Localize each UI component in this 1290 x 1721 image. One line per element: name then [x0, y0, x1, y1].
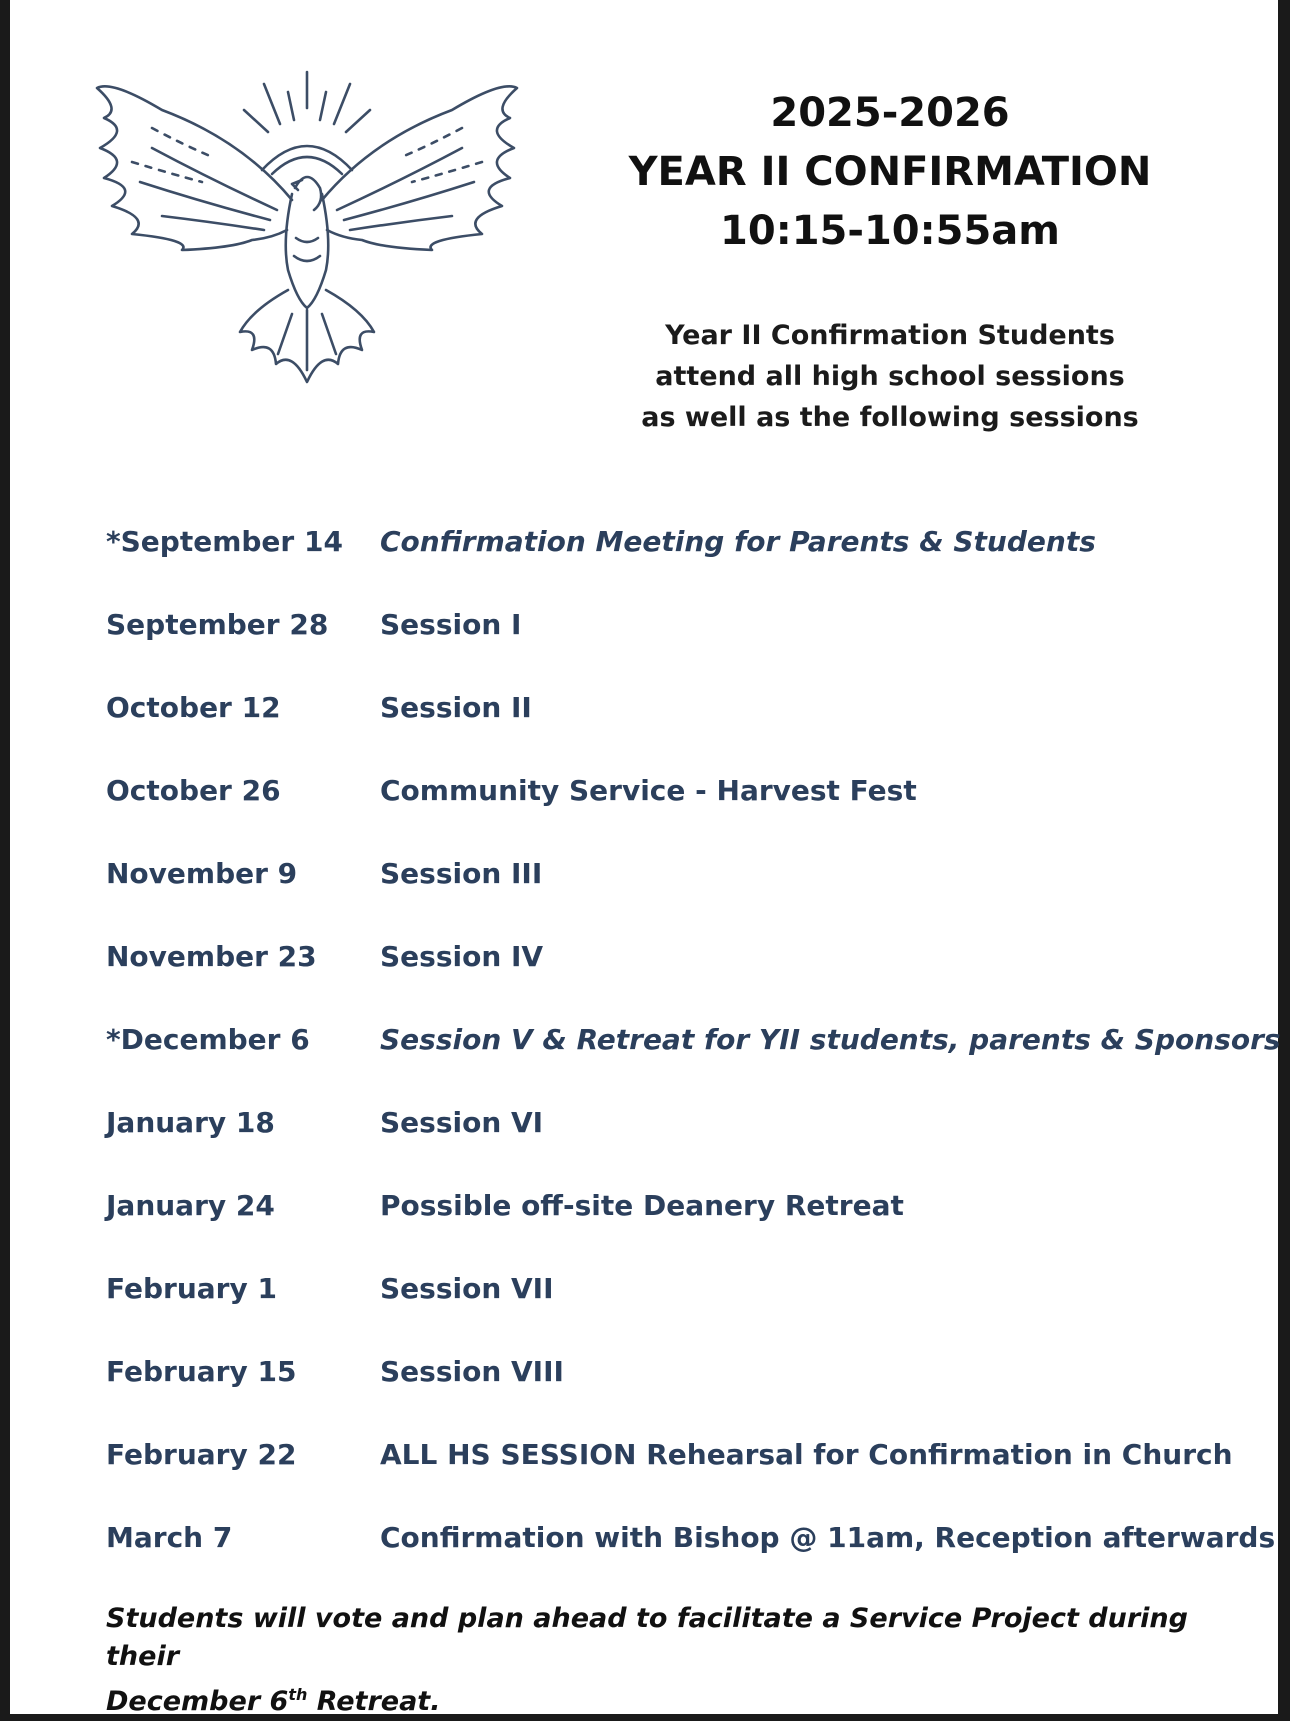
schedule-event: Possible off-site Deanery Retreat — [380, 1189, 904, 1222]
schedule-event: Session IV — [380, 940, 544, 973]
schedule-row — [106, 525, 1266, 608]
schedule-event: Session VIII — [380, 1355, 564, 1388]
schedule-row — [106, 857, 1266, 940]
schedule-event: Session III — [380, 857, 543, 890]
schedule-row — [106, 774, 1266, 857]
schedule-date: *September 14 — [106, 525, 343, 558]
schedule-date: February 15 — [106, 1355, 297, 1388]
note-ordinal: th — [288, 1685, 308, 1704]
schedule-date: November 9 — [106, 857, 298, 890]
retreat-note — [106, 1600, 1206, 1721]
schedule-date: September 28 — [106, 608, 329, 641]
schedule-list — [106, 525, 1281, 1604]
schedule-row — [106, 1355, 1266, 1438]
schedule-row — [106, 1438, 1266, 1521]
schedule-date: March 7 — [106, 1521, 233, 1554]
intro-line: Year II Confirmation Students — [665, 320, 1115, 351]
schedule-event: Community Service - Harvest Fest — [380, 774, 917, 807]
schedule-row — [106, 608, 1266, 691]
schedule-row — [106, 1023, 1281, 1106]
schedule-date: February 1 — [106, 1272, 277, 1305]
schedule-row — [106, 1106, 1266, 1189]
page-title: YEAR II CONFIRMATION — [628, 149, 1152, 195]
schedule-row — [106, 940, 1266, 1023]
schedule-event: Session II — [380, 691, 532, 724]
schedule-date: February 22 — [106, 1438, 297, 1471]
header — [600, 84, 1180, 438]
schedule-row — [106, 1189, 1266, 1272]
schedule-event: Confirmation Meeting for Parents & Students — [380, 525, 1096, 558]
schedule-event: Session V & Retreat for YII students, parents & Sponsors — [380, 1023, 1281, 1056]
note-date: December 6 — [106, 1686, 289, 1717]
schedule-date: January 24 — [106, 1189, 275, 1222]
schedule-event: Session I — [380, 608, 522, 641]
schedule-date: November 23 — [106, 940, 317, 973]
intro-line: attend all high school sessions — [655, 361, 1125, 392]
note-end: Retreat. — [307, 1686, 441, 1717]
dove-icon — [92, 70, 522, 430]
schedule-row — [106, 1521, 1276, 1604]
intro-text — [600, 315, 1180, 438]
note-line-1: Students will vote and plan ahead to facilitate a Service Project during their — [106, 1603, 1188, 1672]
session-time: 10:15-10:55am — [720, 208, 1060, 254]
flyer-page — [10, 0, 1281, 1717]
schedule-date: *December 6 — [106, 1023, 310, 1056]
schedule-date: January 18 — [106, 1106, 275, 1139]
schedule-row — [106, 1272, 1266, 1355]
schedule-row — [106, 691, 1266, 774]
schedule-event: Confirmation with Bishop @ 11am, Reception afterwards — [380, 1521, 1276, 1554]
schedule-date: October 12 — [106, 691, 281, 724]
intro-line: as well as the following sessions — [641, 402, 1139, 433]
school-year: 2025-2026 — [770, 90, 1010, 136]
schedule-event: ALL HS SESSION Rehearsal for Confirmation in Church — [380, 1438, 1233, 1471]
schedule-event: Session VII — [380, 1272, 554, 1305]
schedule-event: Session VI — [380, 1106, 544, 1139]
schedule-date: October 26 — [106, 774, 281, 807]
